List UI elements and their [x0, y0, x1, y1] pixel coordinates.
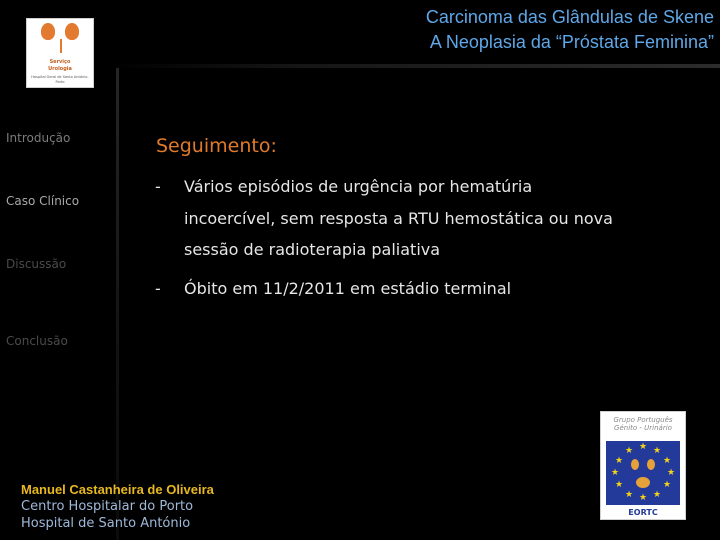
urology-service-logo	[26, 18, 94, 88]
footer-author-block	[21, 481, 214, 532]
group-logo-text	[601, 416, 685, 432]
sidebar-divider	[116, 68, 119, 540]
bullet-dash: -	[155, 279, 161, 298]
nav-item-caso-clinico[interactable]: Caso Clínico	[6, 194, 80, 208]
star-icon: ★	[611, 468, 620, 478]
star-icon: ★	[667, 468, 676, 478]
logo-line-hospital: Hospital Geral de Santo António-Porto	[31, 75, 89, 84]
star-icon: ★	[639, 493, 648, 503]
kidney-left-icon	[631, 459, 639, 470]
author-name: Manuel Castanheira de Oliveira	[21, 482, 214, 497]
logo-line-urology: Urologia	[48, 66, 72, 72]
kidney-right-icon	[65, 23, 79, 40]
slide-title-line1: Carcinoma das Glândulas de Skene	[425, 7, 714, 27]
footer-institution: Centro Hospitalar do Porto	[21, 499, 194, 514]
title-divider	[110, 64, 720, 68]
star-icon: ★	[663, 456, 672, 466]
ureter-icon	[60, 39, 62, 53]
star-icon: ★	[663, 480, 672, 490]
star-icon: ★	[615, 480, 624, 490]
nav-item-conclusao[interactable]: Conclusão	[6, 334, 68, 348]
star-icon: ★	[653, 490, 662, 500]
star-icon: ★	[625, 446, 634, 456]
nav-item-discussao[interactable]: Discussão	[6, 257, 67, 271]
star-icon: ★	[639, 442, 648, 452]
slide-title	[426, 5, 714, 55]
section-heading: Seguimento:	[156, 135, 277, 157]
nav-item-introducao[interactable]: Introdução	[6, 131, 71, 145]
star-icon: ★	[653, 446, 662, 456]
star-icon: ★	[625, 490, 634, 500]
bullet2-text: Óbito em 11/2/2011 em estádio terminal	[184, 279, 512, 298]
bullet1-line2: incoercível, sem resposta a RTU hemostática ou nova	[184, 209, 613, 228]
kidney-left-icon	[41, 23, 55, 40]
group-logo-text-line2: Génito - Urinário	[614, 424, 672, 432]
eortc-caption: EORTC	[628, 508, 658, 517]
star-icon: ★	[615, 456, 624, 466]
slide-title-line2: A Neoplasia da “Próstata Feminina”	[429, 32, 714, 52]
bullet-dash: -	[155, 177, 161, 196]
group-logo-text-line1: Grupo Português	[613, 416, 673, 424]
footer-hospital: Hospital de Santo António	[21, 516, 191, 531]
bullet1-line3: sessão de radioterapia paliativa	[184, 240, 441, 259]
bladder-icon	[636, 477, 650, 488]
logo-line-service: Serviço	[49, 59, 71, 65]
eu-stars-emblem	[606, 441, 680, 505]
kidney-right-icon	[647, 459, 655, 470]
eortc-group-logo	[600, 411, 686, 520]
bullet1-line1: Vários episódios de urgência por hematúria	[184, 177, 533, 196]
